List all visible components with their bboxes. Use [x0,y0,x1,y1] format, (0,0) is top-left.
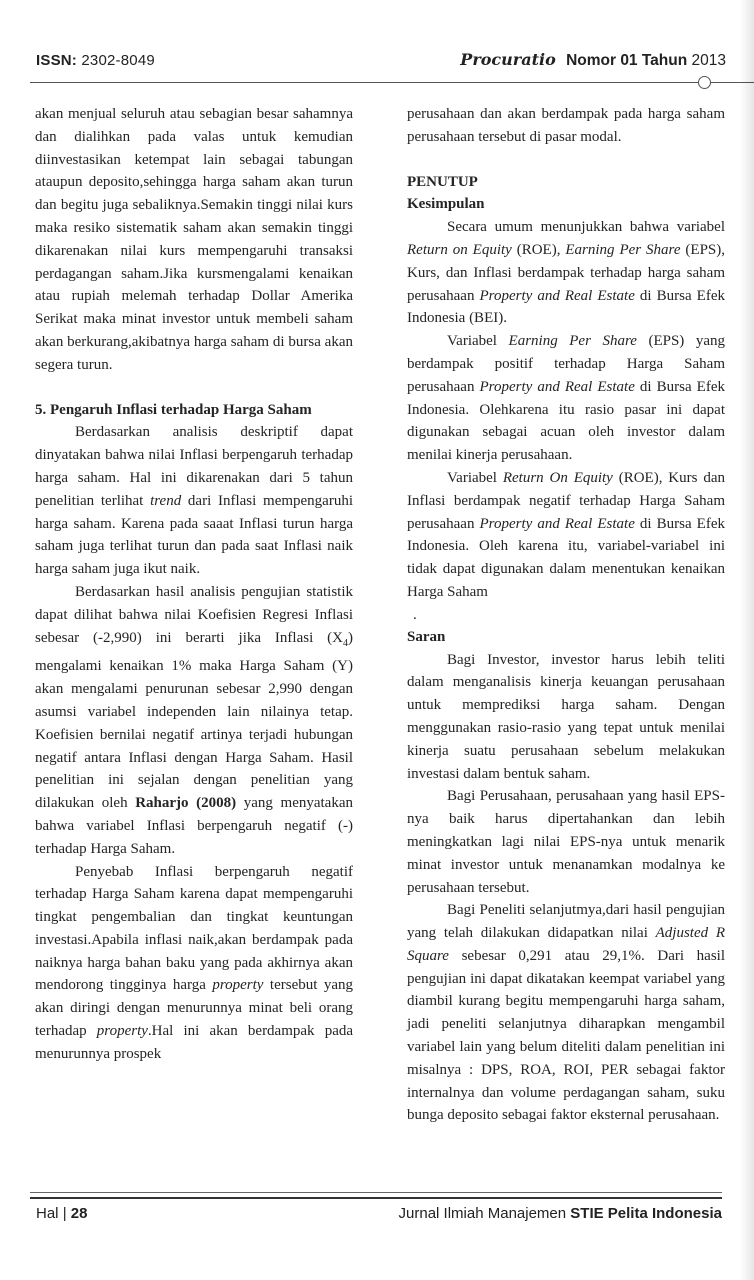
italic-term: Return on Equity [407,241,512,258]
italic-term: Property and Real Estate [479,287,635,304]
paragraph: Variabel Return On Equity (ROE), Kurs dan Inflasi berdampak negatif terhadap Harga Saham perusahaan Property and Real Estate di Bursa Efek Indonesia. Oleh karena itu, variabel-variabel ini tidak dapat digunakan dalam menentukan kenaikan Harga Saham [407,469,725,600]
stray-dot: . [413,606,417,623]
italic-term: Earning Per Share [508,333,637,350]
footer-rule [30,1192,722,1193]
issn [36,52,155,69]
section-heading: PENUTUP [407,173,478,190]
citation-author: Raharjo (2008) [135,795,237,812]
right-column [407,103,725,1127]
paragraph: Penyebab Inflasi berpengaruh negatif terhadap Harga Saham karena dapat mempengaruhi tingkat pengembalian dan tingkat keuntungan investasi.Apabila inflasi naik,akan berdampak pada naiknya harga bahan baku yang pada akhirnya akan mendorong tingginya harga property tersebut yang akan diringi dengan menurunnya minat beli orang terhadap property.Hal ini akan berdampak pada menurunnya prospek [35,863,354,1062]
header-rule [30,82,754,83]
page-header [36,48,726,74]
paragraph: Variabel Earning Per Share (EPS) yang berdampak positif terhadap Harga Saham perusahaan Property and Real Estate di Bursa Efek Indonesia. Olehkarena itu rasio pasar ini dapat digunakan sebagai acuan oleh investor dalam menilai kinerja perusahaan. [407,333,726,464]
issue-number: Nomor 01 Tahun [566,52,688,69]
paragraph: perusahaan dan akan berdampak pada harga saham perusahaan tersebut di pasar modal. [407,106,725,145]
paragraph: Bagi Perusahaan, perusahaan yang hasil EPS-nya baik harus dipertahankan dan lebih meningkatkan lagi nilai EPS-nya untuk menarik minat investor untuk menanamkan modalnya ke perusahaan tersebut. [407,788,725,896]
paragraph: Berdasarkan analisis deskriptif dapat dinyatakan bahwa nilai Inflasi berpengaruh terhadap harga saham. Hal ini dikarenakan dari 5 tahun penelitian terlihat trend dari Inflasi mempengaruhi harga saham. Karena pada saaat Inflasi turun harga saham juga terlihat turun dan pada saat Inflasi naik harga saham juga ikut naik. [35,424,353,578]
italic-term: Return On Equity [502,469,613,486]
footer-rule-thick [30,1197,722,1199]
italic-term: Property and Real Estate [479,378,635,395]
page-number: Hal | 28 [36,1205,88,1222]
subsection-heading: Kesimpulan [407,196,485,213]
paragraph: Secara umum menunjukkan bahwa variabel Return on Equity (ROE), Earning Per Share (EPS), Kurs, dan Inflasi berdampak terhadap harga saham perusahaan Property and Real Estate di Bursa Efek Indonesia (BEI). [407,219,726,327]
left-column [35,103,353,1066]
page-footer [36,1205,722,1227]
italic-term: property [96,1023,148,1040]
italic-term: property [212,977,264,994]
paragraph: akan menjual seluruh atau sebagian besar sahamnya dan dialihkan pada valas untuk kemudian diinvestasikan ketempat lain sebagai tabungan ataupun deposito,sehingga harga saham akan turun dan begitu juga sebaliknya.Semakin tinggi nilai kurs maka resiko sistematik saham akan semakin tinggi dikarenakan nilai kurs mempengaruhi transaksi perdagangan saham.Jika kursmengalami kenaikan atau rupiah melemah terhadap Dollar Amerika Serikat maka minat investor untuk membeli saham akan berkurang,akibatnya harga saham di bursa akan segera turun. [35,106,353,373]
paragraph: Bagi Investor, investor harus lebih teliti dalam menganalisis kinerja keuangan perusahaan untuk memprediksi harga saham. Dengan menggunakan rasio-rasio yang tepat untuk menilai kinerja suatu perusahaan sebelum melakukan investasi dalam bentuk saham. [407,651,725,782]
italic-term: Adjusted R Square [407,925,725,964]
journal-brand-logo: Procuratio [460,50,556,69]
paragraph: Bagi Peneliti selanjutmya,dari hasil pengujian yang telah dilakukan didapatkan nilai Adjusted R Square sebesar 0,291 atau 29,1%. Dari hasil pengujian ini dapat dikatakan keempat variabel yang diambil kurang begitu mempengaruhi harga saham, jadi peneliti selanjutnya diharapkan mengambil variabel lain yang belum diteliti dalam penelitian ini misalnya : DPS, ROA, ROI, PER sebagai faktor internalnya dan volume perdagangan saham, suku bunga deposito sebagai faktor eksternal perusahaan. [407,902,725,1124]
subsection-heading: Saran [407,628,446,645]
journal-title: Jurnal Ilmiah Manajemen STIE Pelita Indonesia [398,1205,722,1222]
subscript: 4 [343,637,348,649]
issn-label: ISSN: [36,52,78,69]
paragraph: Berdasarkan hasil analisis pengujian statistik dapat dilihat bahwa nilai Koefisien Regresi Inflasi sebesar (-2,990) ini berarti jika Inflasi $(X_4)$ mengalami kenaikan 1% maka Harga Saham (Y) akan mengalami penurunan sebesar 2,990 dengan asumsi variabel independen lain nilainya tetap. Koefisien bernilai negatif artinya terjadi hubungan negatif antara Inflasi dengan Harga Saham. Hasil penelitian ini sejalan dengan penelitian yang dilakukan oleh Raharjo (2008) yang menyatakan bahwa variabel Inflasi berpengaruh negatif (-) terhadap Harga Saham. [35,583,353,857]
italic-term: trend [150,492,182,509]
italic-term: Earning Per Share [565,241,681,258]
italic-term: Property and Real Estate [479,515,635,532]
issue-year: 2013 [691,52,726,69]
journal-issue [460,50,726,70]
header-rule-ornament [698,76,711,89]
section-heading: 5. Pengaruh Inflasi terhadap Harga Saham [35,401,312,418]
issn-number: 2302-8049 [81,52,155,69]
page-edge-shadow [740,0,754,1280]
